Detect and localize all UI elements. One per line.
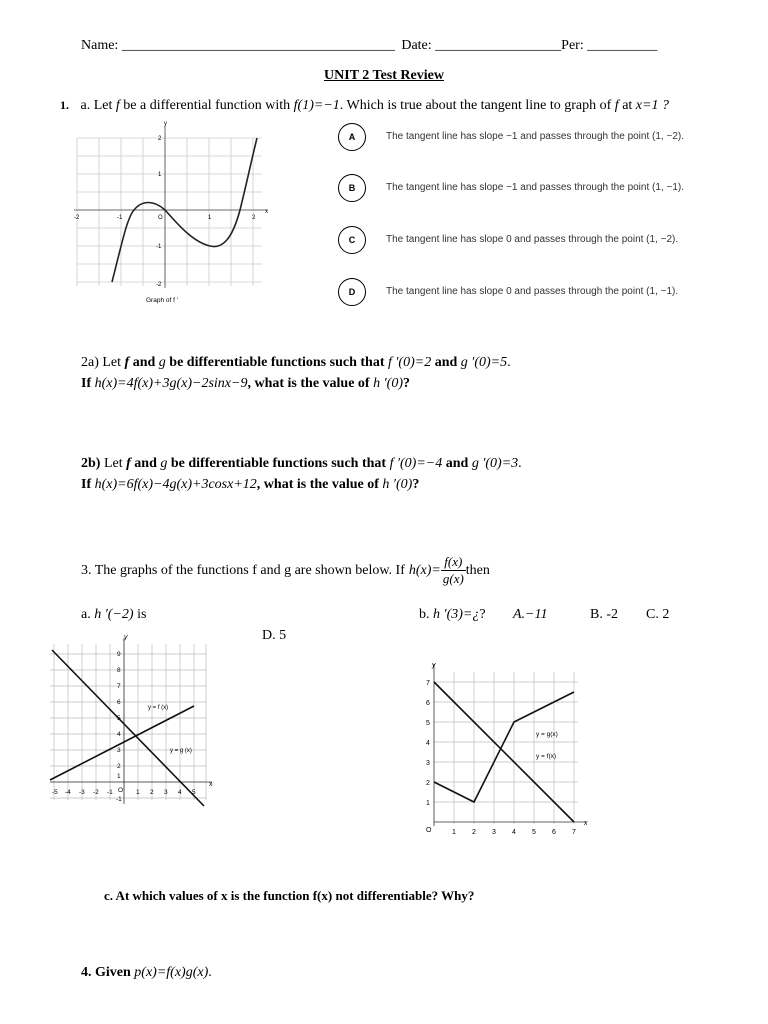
svg-text:8: 8 [117, 667, 121, 674]
svg-text:-1: -1 [156, 244, 162, 250]
q3b-option-a: A.−11 [513, 607, 548, 622]
q3b: b. h ′(3)=¿? [419, 607, 486, 622]
choice-c-text: The tangent line has slope 0 and passes through the point (1, −2). [386, 234, 679, 245]
q3b-option-c: C. 2 [646, 607, 670, 622]
svg-text:-1: -1 [117, 215, 123, 221]
q1-stem: 1. a. Let f be a differential function with f(1)=−1. Which is true about the tangent line to graph of f at x=1 ? [60, 98, 669, 113]
svg-text:-4: -4 [65, 789, 71, 796]
svg-text:5: 5 [192, 789, 196, 796]
svg-text:5: 5 [532, 829, 536, 836]
svg-text:5: 5 [426, 720, 430, 727]
date-field[interactable]: __________________ [435, 38, 562, 53]
svg-text:1: 1 [136, 789, 140, 796]
per-field[interactable]: __________ [587, 38, 658, 53]
svg-text:9: 9 [117, 651, 121, 658]
svg-text:4: 4 [117, 731, 121, 738]
q3-left-graph [48, 632, 218, 810]
svg-text:6: 6 [426, 700, 430, 707]
svg-text:4: 4 [512, 829, 516, 836]
svg-text:1: 1 [452, 829, 456, 836]
svg-text:-3: -3 [79, 789, 85, 796]
svg-text:3: 3 [164, 789, 168, 796]
svg-text:y: y [432, 662, 436, 669]
svg-text:O: O [426, 827, 432, 834]
svg-text:-1: -1 [116, 796, 122, 803]
svg-text:x: x [209, 781, 213, 788]
svg-text:-2: -2 [74, 215, 80, 221]
q3a: a. h ′(−2) is [81, 607, 147, 622]
svg-text:3: 3 [117, 747, 121, 754]
choice-b-circle[interactable]: B [338, 174, 366, 202]
f-label: y = f(x) [536, 753, 557, 760]
svg-text:2: 2 [150, 789, 154, 796]
svg-text:7: 7 [426, 680, 430, 687]
q3-right-graph [418, 658, 594, 840]
choice-d-text: The tangent line has slope 0 and passes through the point (1, −1). [386, 286, 679, 297]
q1-graph-fprime [72, 118, 272, 308]
svg-text:-1: -1 [107, 789, 113, 796]
axis-label-y: y [164, 121, 167, 127]
svg-text:1: 1 [208, 215, 212, 221]
svg-text:x: x [584, 820, 588, 827]
date-label: Date: [401, 38, 436, 53]
q2b-line2: If h(x)=6f(x)−4g(x)+3cosx+12, what is the value of h ′(0)? [81, 477, 420, 492]
svg-text:O: O [118, 787, 124, 794]
choice-a-circle[interactable]: A [338, 123, 366, 151]
svg-text:1: 1 [158, 172, 162, 178]
svg-text:6: 6 [552, 829, 556, 836]
choice-a-text: The tangent line has slope −1 and passes through the point (1, −2). [386, 131, 684, 142]
svg-text:7: 7 [572, 829, 576, 836]
choice-b-text: The tangent line has slope −1 and passes through the point (1, −1). [386, 182, 684, 193]
q3b-option-d: D. 5 [262, 628, 287, 643]
svg-text:-5: -5 [52, 789, 58, 796]
q4: 4. Given p(x)=f(x)g(x). [81, 965, 212, 980]
axis-label-x: x [265, 209, 268, 215]
g-polyline [434, 692, 574, 802]
svg-text:3: 3 [426, 760, 430, 767]
svg-text:1: 1 [117, 773, 121, 780]
svg-text:3: 3 [492, 829, 496, 836]
q2a-line2: If h(x)=4f(x)+3g(x)−2sinx−9, what is the value of h ′(0)? [81, 376, 410, 391]
name-label: Name: [81, 38, 122, 53]
header-line [81, 38, 657, 54]
q2b-line1: 2b) Let f and g be differentiable functions such that f ′(0)=−4 and g ′(0)=3. [81, 456, 522, 471]
graph-caption: Graph of f ′ [146, 297, 178, 304]
svg-text:-2: -2 [93, 789, 99, 796]
q2a-line1: 2a) Let f and g be differentiable functions such that f ′(0)=2 and g ′(0)=5. [81, 355, 511, 370]
svg-text:2: 2 [252, 215, 256, 221]
q3b-option-b: B. -2 [590, 607, 618, 622]
choice-c-circle[interactable]: C [338, 226, 366, 254]
f-label: y = f (x) [148, 705, 169, 711]
svg-text:1: 1 [426, 800, 430, 807]
svg-text:-2: -2 [156, 282, 162, 288]
svg-text:7: 7 [117, 683, 121, 690]
svg-text:2: 2 [426, 780, 430, 787]
choice-d-circle[interactable]: D [338, 278, 366, 306]
g-label: y = g(x) [536, 731, 558, 738]
svg-text:4: 4 [426, 740, 430, 747]
g-label: y = g (x) [170, 748, 192, 754]
svg-text:y: y [124, 634, 128, 641]
q3c: c. At which values of x is the function f(x) not differentiable? Why? [104, 888, 475, 903]
g-line [52, 650, 204, 806]
q3-stem: 3. The graphs of the functions f and g are shown below. If h(x)= $\frac{f(x)}{g(x)}$ then [81, 554, 490, 586]
svg-text:2: 2 [158, 136, 162, 142]
q3-fraction: $\frac{f(x)}{g(x)}$ [442, 554, 464, 586]
svg-text:2: 2 [117, 763, 121, 770]
svg-text:O: O [158, 215, 163, 221]
svg-text:4: 4 [178, 789, 182, 796]
svg-text:6: 6 [117, 699, 121, 706]
page-title: UNIT 2 Test Review [324, 68, 444, 83]
per-label: Per: [561, 38, 588, 53]
name-field[interactable]: _______________________________________ [121, 38, 395, 53]
f-line [50, 706, 194, 780]
svg-text:2: 2 [472, 829, 476, 836]
